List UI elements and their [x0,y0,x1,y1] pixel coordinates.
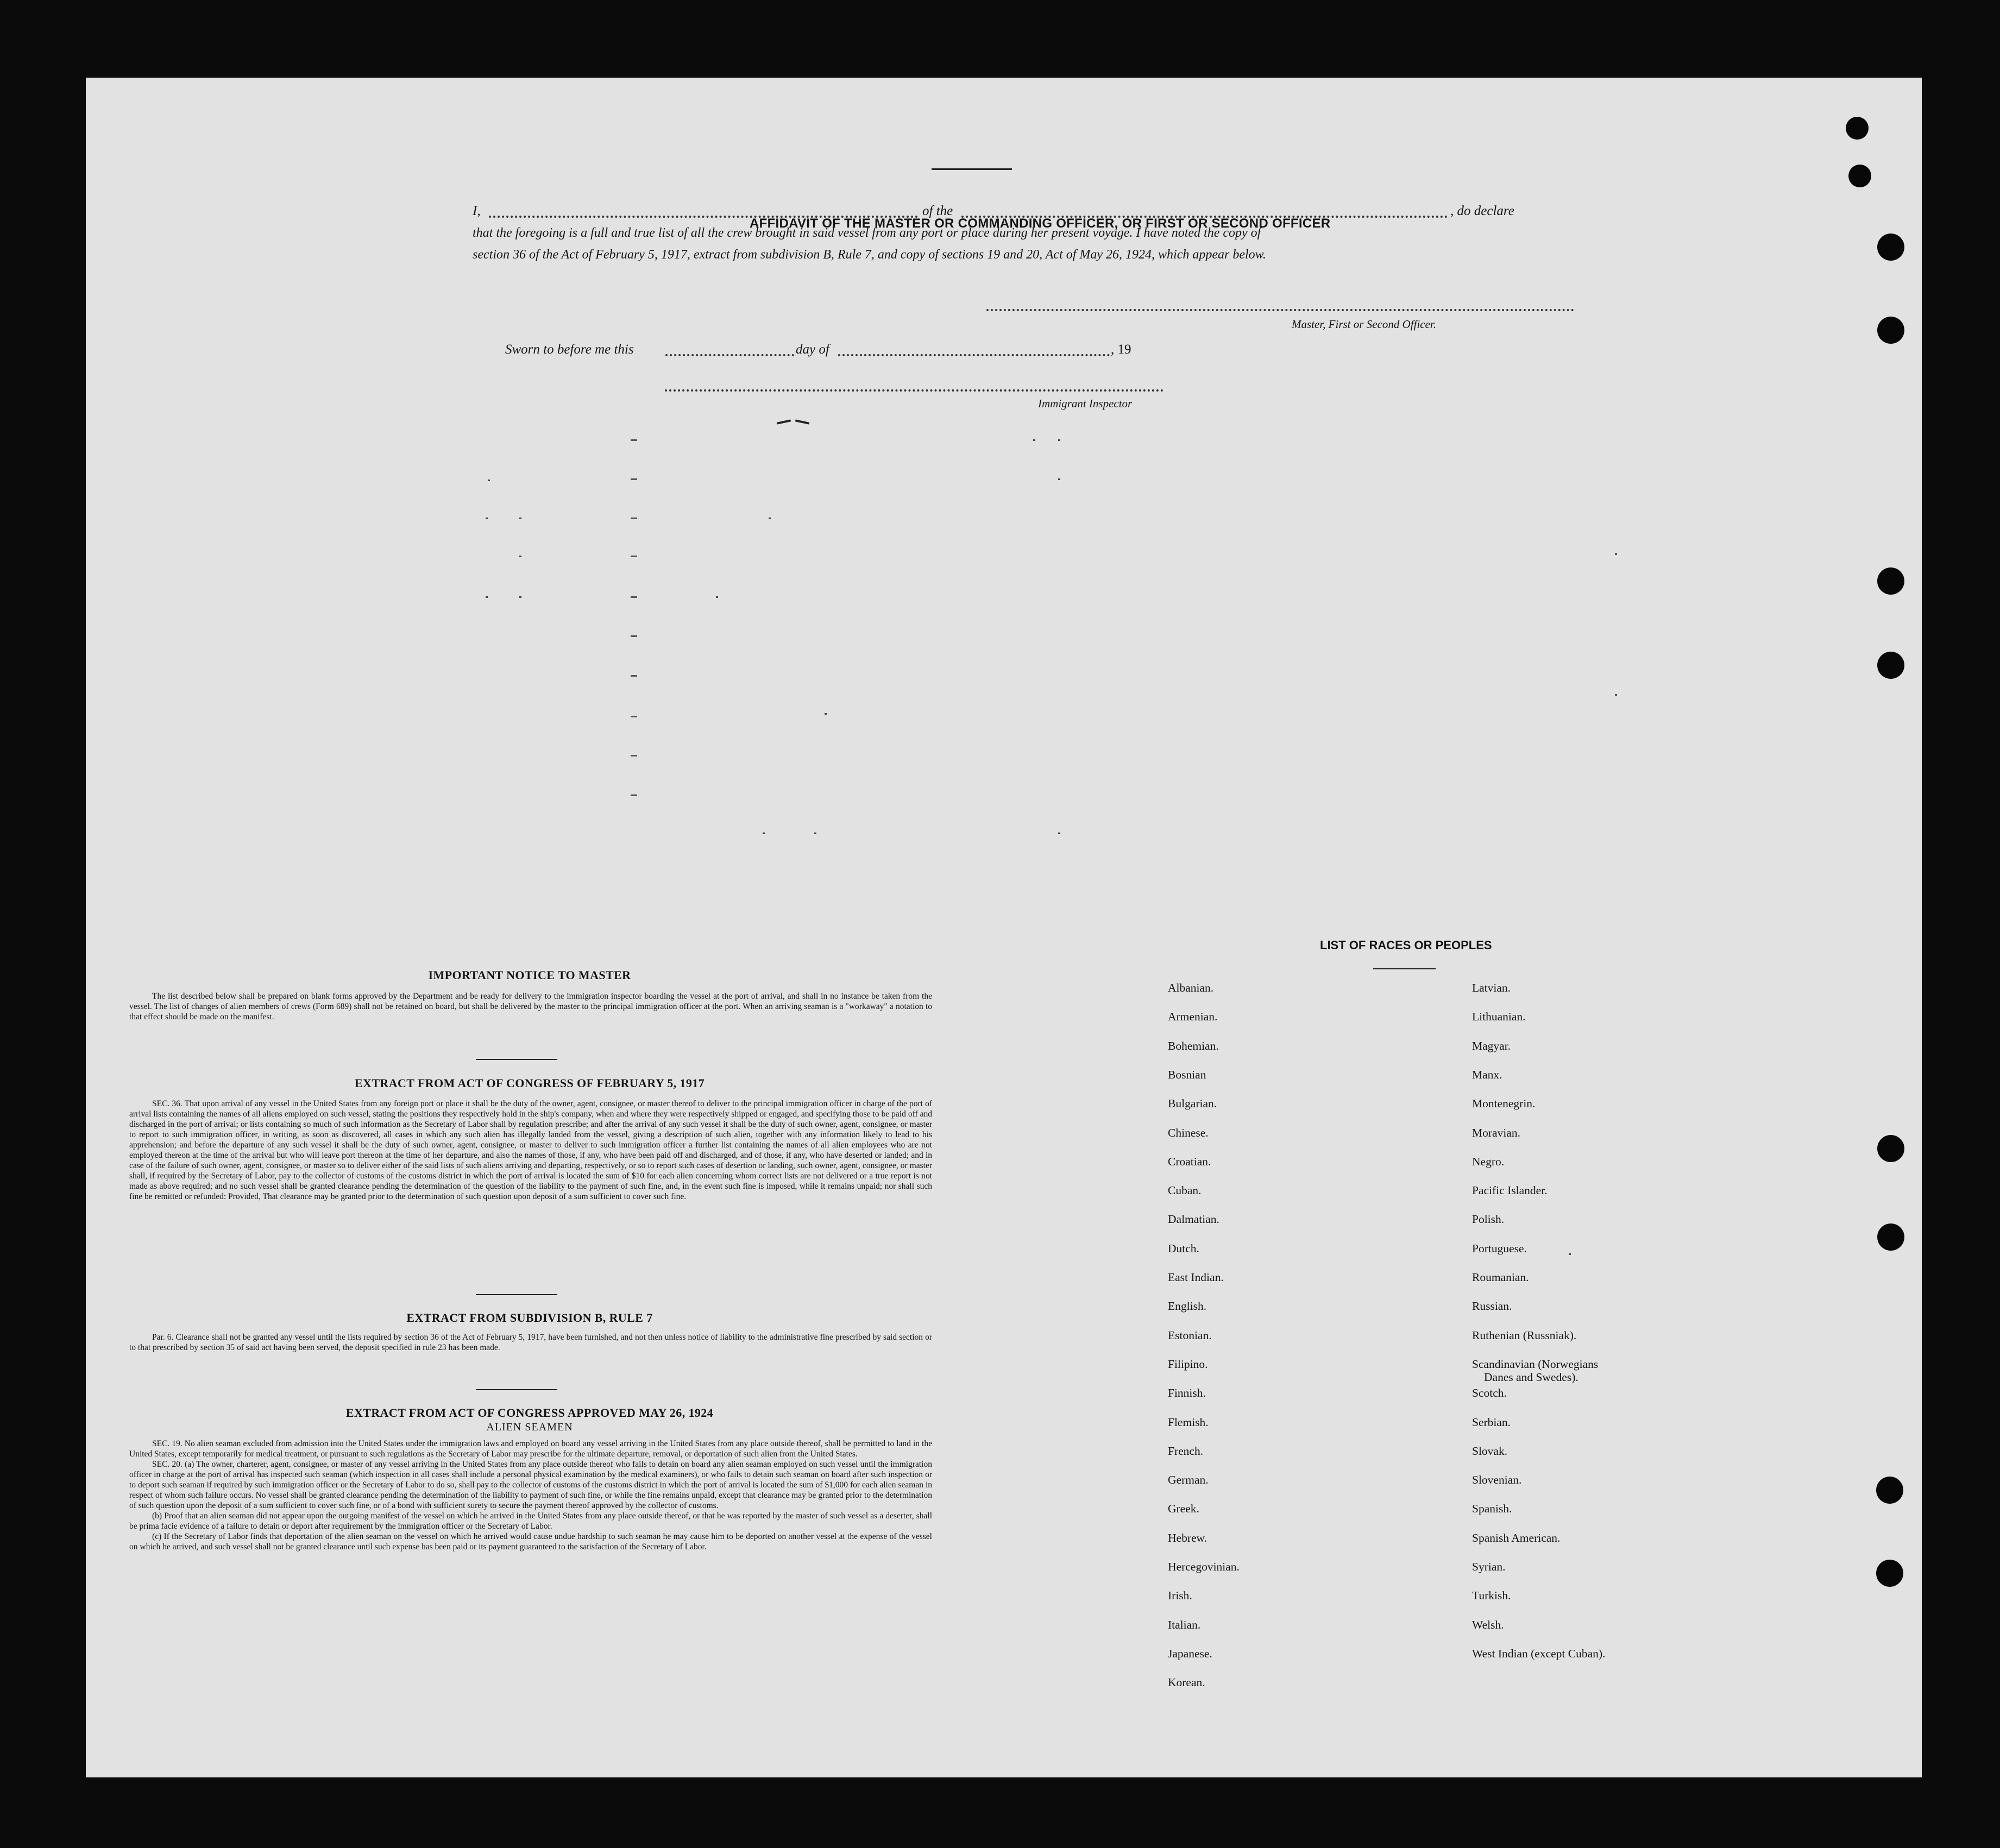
extract-1924-text [129,1439,932,1552]
scan-speck [631,716,637,717]
sec-19-paragraph: SEC. 19. No alien seaman excluded from admission into the United States under the immigration laws and employed on board any vessel arriving in the United States from any place outside thereof, shall be permitted to land in the United States, except temporarily for medical treatment, or pursuant to such regulations as the Secretary of Labor may prescribe for the ultimate departure, removal, or deportation of such alien from the United States. [129,1439,932,1459]
race-item: Hercegovinian. [1168,1560,1240,1573]
master-signature-line[interactable] [986,309,1574,311]
pen-mark [795,419,809,424]
inspector-signature-line[interactable] [665,389,1163,392]
race-item: Finnish. [1168,1386,1206,1399]
race-item: Pacific Islander. [1472,1184,1548,1197]
race-item: Serbian. [1472,1416,1511,1429]
declaration-line-3: section 36 of the Act of February 5, 1917, extract from subdivision B, Rule 7, and copy of sections 19 and 20, Act of May 26, 1924, which appear below. [473,248,1266,262]
race-item: Syrian. [1472,1560,1506,1573]
scan-speck [1615,694,1617,696]
race-item: Spanish American. [1472,1531,1561,1544]
race-item: Spanish. [1472,1502,1512,1515]
title-rule [932,168,1012,170]
race-item: Croatian. [1168,1155,1211,1168]
scan-speck [631,556,637,557]
scan-speck [488,480,490,481]
sec-36-paragraph: SEC. 36. That upon arrival of any vessel in the United States from any foreign port or place it shall be the duty of the owner, agent, consignee, or master thereof to deliver to the principal immigration officer in charge of the port of arrival lists containing the names of all aliens employed on such vessel, stating the positions they respectively hold in the ship's company, when and where they were respectively shipped or engaged, and specifying those to be paid off and discharged in the port of arrival; or lists containing so much of such information as the Secretary of Labor shall by regulation prescribe; and after the arrival of any such vessel it shall be the duty of such owner, agent, consignee, or master to report to such immigration officer, in writing, as soon as discovered, all cases in which any such alien has illegally landed from the vessel, giving a description of such alien, together with any information likely to lead to his apprehension; and before the departure of any such vessel it shall be the duty of such owner, agent, consignee, or master to deliver to such immigration officer a further list containing the names of all alien employees who are not employed thereon at the time of the arrival but who will leave port thereon at the time of her departure, and also the names of those, if any, who have been paid off and discharged, and of those, if any, who have deserted or landed; and in case of the failure of such owner, agent, consignee, or master so to deliver either of the said lists of such aliens arriving and departing, respectively, or so to report such cases of desertion or landing, such owner, agent, consignee, or master shall, if required by the Secretary of Labor, pay to the collector of customs of the customs district in which the port of arrival is located the sum of $10 for each alien concerning whom correct lists are not delivered or a true report is not made as above required; and no such vessel shall be granted clearance pending the determination of the question of the liability to the payment of such fine, and, in the event such fine is imposed, while it remains unpaid; nor shall such fine be remitted or refunded: Provided, That clearance may be granted prior to the determination of such question upon deposit of a sum sufficient to cover such fine. [129,1099,932,1201]
punch-hole [1876,1560,1903,1587]
race-item: Turkish. [1472,1589,1511,1602]
sec-20b-paragraph: (b) Proof that an alien seaman did not appear upon the outgoing manifest of the vessel on which he arrived in the United States from any place outside thereof, or that he was reported by the master of such vessel as a deserter, shall be prima facie evidence of a failure to detain or deport after requirement by the immigration officer or the Secretary of Labor. [129,1511,932,1531]
notice-title: IMPORTANT NOTICE TO MASTER [428,968,631,982]
race-item: Russian. [1472,1300,1512,1313]
race-item: Scotch. [1472,1386,1507,1399]
races-title-rule [1373,968,1436,969]
section-rule [476,1389,557,1390]
races-list-title: LIST OF RACES OR PEOPLES [1320,938,1492,952]
extract-1917-title: EXTRACT FROM ACT OF CONGRESS OF FEBRUARY 5, 1917 [354,1076,705,1090]
sworn-line [505,342,1266,359]
declaration-do-declare: , do declare [1450,204,1514,218]
scan-speck [486,596,488,598]
scan-speck [1615,553,1617,555]
race-item: Roumanian. [1472,1271,1529,1284]
race-item: Estonian. [1168,1329,1212,1342]
scan-speck [486,518,488,519]
vessel-blank[interactable] [961,216,1448,218]
race-item: Filipino. [1168,1358,1208,1371]
section-rule [476,1059,557,1060]
scan-speck [519,556,521,557]
punch-hole [1846,117,1869,140]
race-item: Lithuanian. [1472,1010,1526,1023]
race-item: Ruthenian (Russniak). [1472,1329,1577,1342]
scan-speck [1058,832,1060,834]
scan-speck [1058,478,1060,480]
race-item: Latvian. [1472,981,1511,994]
pen-mark [777,419,791,424]
race-item: Slovenian. [1472,1473,1522,1486]
scan-speck [825,713,827,715]
scan-speck [763,832,765,834]
race-item: West Indian (except Cuban). [1472,1647,1606,1660]
scan-speck [631,755,637,756]
rule-7-title: EXTRACT FROM SUBDIVISION B, RULE 7 [406,1311,653,1324]
race-item: Dutch. [1168,1242,1199,1255]
race-item: Hebrew. [1168,1531,1207,1544]
race-item: Scandinavian (Norwegians [1472,1358,1599,1371]
extract-1917-text [129,1099,932,1202]
scan-speck [814,832,816,834]
sworn-prefix: Sworn to before me this [505,342,634,357]
declaration-of-the: of the [922,204,953,218]
scan-speck [631,635,637,637]
race-item: Bosnian [1168,1068,1206,1081]
sec-20a-paragraph: SEC. 20. (a) The owner, charterer, agent, consignee, or master of any vessel arriving in the United States from any place outside thereof who fails to detain on board any alien seaman employed on such vessel until the immigration officer in charge at the port of arrival has inspected such seaman (which inspection in all cases shall include a personal physical examination by the medical examiners), or who fails to detain such seaman on board after such inspection or to deport such seaman if required by such immigration officer or the Secretary of Labor to do so, shall pay to the collector of customs of the customs district in which the port of arrival is located the sum of $1,000 for each alien seaman in respect of whom such failure occurs. No vessel shall be granted clearance pending the determination of the liability to payment of such fine, or while the fine remains unpaid, except that clearance may be granted prior to the determination of such question upon the deposit of a sum sufficient to cover such fine, or of a bond with sufficient surety to secure the payment thereof approved by the collector of customs. [129,1460,932,1510]
race-item: English. [1168,1300,1207,1313]
scan-speck [1033,439,1035,441]
race-item: Cuban. [1168,1184,1202,1197]
master-caption: Master, First or Second Officer. [1292,318,1436,331]
par-6-paragraph: Par. 6. Clearance shall not be granted any vessel until the lists required by section 36 of the Act of February 5, 1917, have been furnished, and not then unless notice of liability to the administrative fine prescribed by said section or to that prescribed by section 35 of said act having been served, the deposit specified in rule 23 has been made. [129,1333,932,1352]
race-item: Japanese. [1168,1647,1212,1660]
race-item: Italian. [1168,1618,1201,1631]
race-item: Greek. [1168,1502,1199,1515]
punch-hole [1877,1135,1904,1162]
race-item: Irish. [1168,1589,1192,1602]
sworn-day-of: day of [796,342,829,357]
month-blank[interactable] [838,354,1110,356]
punch-hole [1877,317,1904,344]
race-item: East Indian. [1168,1271,1224,1284]
punch-hole [1877,234,1904,261]
race-item: Welsh. [1472,1618,1504,1631]
race-item: Danes and Swedes). [1484,1371,1578,1384]
race-item: Moravian. [1472,1126,1520,1139]
affidavit-title: AFFIDAVIT OF THE MASTER OR COMMANDING OFFICER, OR FIRST OR SECOND OFFICER [750,216,1331,231]
race-item: Slovak. [1472,1445,1508,1458]
rule-7-text [129,1332,932,1353]
declaration-i: I, [473,204,481,218]
race-item: Albanian. [1168,981,1214,994]
punch-hole [1876,1477,1903,1504]
race-item: Flemish. [1168,1416,1209,1429]
scan-speck [769,518,771,519]
sworn-year: , 19 [1111,342,1131,357]
race-item: German. [1168,1473,1209,1486]
scan-speck [716,596,718,598]
punch-hole [1877,652,1904,679]
scan-speck [1058,439,1060,441]
scan-speck [631,518,637,519]
race-item: Dalmatian. [1168,1213,1219,1226]
race-item: French. [1168,1445,1204,1458]
scan-speck [519,518,521,519]
race-item: Korean. [1168,1676,1205,1689]
section-rule [476,1294,557,1295]
scan-speck [631,794,637,796]
scan-speck [631,478,637,480]
race-item: Portuguese. [1472,1242,1527,1255]
notice-paragraph: The list described below shall be prepared on blank forms approved by the Department and be ready for delivery to the immigration inspector boarding the vessel at the port of arrival, and shall in no instance be taken from the vessel. The list of changes of alien members of crews (Form 689) shall not be retained on board, but shall be delivered by the master to the principal immigration officer at the port. When an arriving seaman is a "workaway" a notation to that effect should be made on the manifest. [129,992,932,1021]
day-blank[interactable] [665,354,794,356]
scan-speck [519,596,521,598]
sec-20c-paragraph: (c) If the Secretary of Labor finds that deportation of the alien seaman on the vessel on which he arrived would cause undue hardship to such seaman he may cause him to be deported on another vessel at the expense of the vessel on which he arrived, and such vessel shall not be granted clearance until such expense has been paid or its payment guaranteed to the satisfaction of the Secretary of Labor. [129,1532,932,1551]
race-item: Chinese. [1168,1126,1209,1139]
punch-hole [1877,1223,1904,1251]
notice-text [129,991,932,1022]
scan-speck [631,675,637,677]
race-item: Negro. [1472,1155,1505,1168]
race-item: Bulgarian. [1168,1097,1217,1110]
scan-speck [631,439,637,441]
punch-hole [1877,567,1904,595]
extract-1924-title: EXTRACT FROM ACT OF CONGRESS APPROVED MAY 26, 1924 [345,1406,714,1420]
race-item: Montenegrin. [1472,1097,1536,1110]
declaration-line-2: that the foregoing is a full and true list of all the crew brought in said vessel from any port or place during her present voyage. I have noted the copy of [473,226,1261,240]
document-page [86,78,1922,1777]
name-blank[interactable] [489,216,918,218]
race-item: Magyar. [1472,1039,1511,1052]
inspector-caption: Immigrant Inspector [1038,397,1133,410]
race-item: Manx. [1472,1068,1502,1081]
scan-speck [631,596,637,598]
alien-seamen-subtitle: ALIEN SEAMEN [486,1421,573,1433]
punch-hole [1848,165,1871,187]
race-item: Polish. [1472,1213,1505,1226]
scan-speck [1569,1253,1571,1255]
race-item: Bohemian. [1168,1039,1219,1052]
declaration-line-1 [473,204,1575,220]
race-item: Armenian. [1168,1010,1218,1023]
